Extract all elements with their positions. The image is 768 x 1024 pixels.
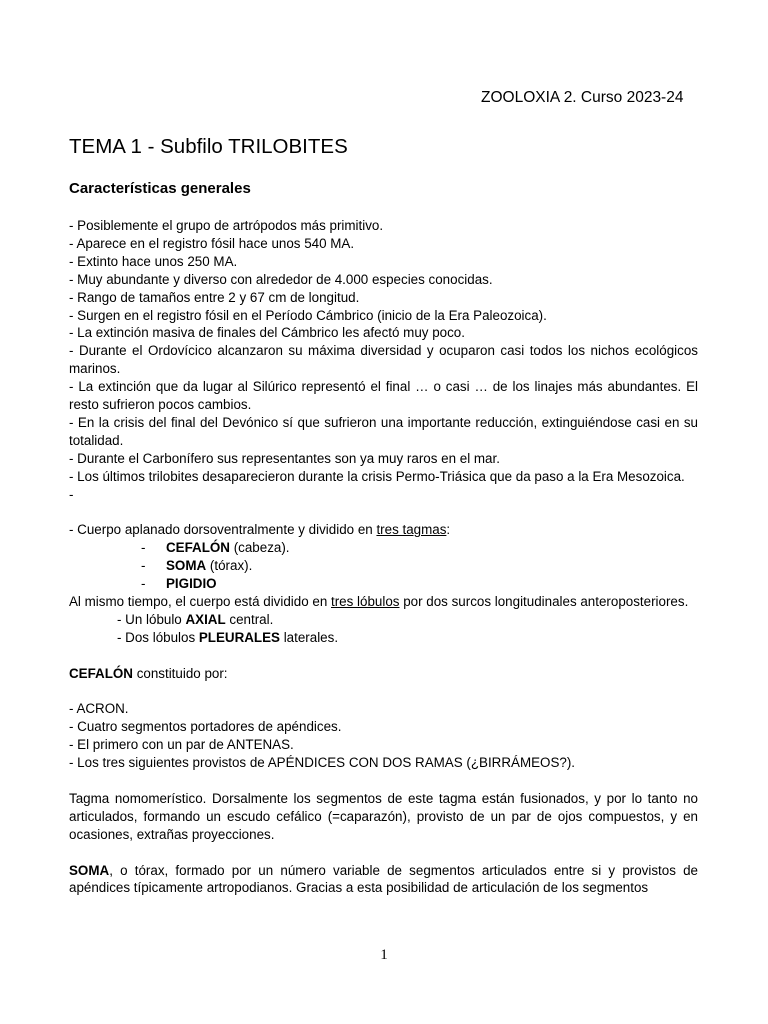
text-run: Al mismo tiempo, el cuerpo está dividido en xyxy=(69,594,331,610)
spacer xyxy=(69,504,698,522)
text-run: - Un lóbulo xyxy=(117,611,186,627)
bold-term: CEFALÓN xyxy=(69,665,133,681)
soma-paragraph xyxy=(69,862,698,898)
bold-term: PLEURALES xyxy=(198,629,280,645)
bullet-line: - Rango de tamaños entre 2 y 67 cm de longitud. xyxy=(69,289,360,305)
bullet-line: - La extinción masiva de finales del Cámbrico les afectó muy poco. xyxy=(69,325,465,341)
spacer xyxy=(69,844,698,862)
page-title: TEMA 1 - Subfilo TRILOBITES xyxy=(69,135,348,158)
bold-term: AXIAL xyxy=(185,611,226,627)
bold-term: SOMA xyxy=(166,558,207,574)
underlined-term: tres lóbulos xyxy=(331,594,400,610)
bullet-line: - xyxy=(69,486,74,502)
list-dash: - xyxy=(141,540,146,556)
list-dash: - xyxy=(141,558,146,574)
cefalon-heading xyxy=(69,665,698,683)
text-run: laterales. xyxy=(279,629,339,645)
bullet-line: - En la crisis del final del Devónico sí que sufrieron una importante reducción, extinguiéndose casi en su totalidad. xyxy=(69,414,698,448)
cefalon-item: - El primero con un par de ANTENAS. xyxy=(69,737,294,753)
bold-term: CEFALÓN xyxy=(166,540,230,556)
bullet-line: - Posiblemente el grupo de artrópodos más primitivo. xyxy=(69,218,384,233)
bullet-line: - Muy abundante y diverso con alrededor de 4.000 especies conocidas. xyxy=(69,271,493,287)
course-header: ZOOLOXIA 2. Curso 2023-24 xyxy=(481,89,684,106)
spacer xyxy=(69,647,698,665)
bullet-line: - La extinción que da lugar al Silúrico representó el final … o casi … de los linajes más abundantes. El resto sufrieron pocos cambios. xyxy=(69,379,698,413)
bullet-line: - Los últimos trilobites desaparecieron durante la crisis Permo-Triásica que da paso a la Era Mesozoica. xyxy=(69,468,685,484)
text-run: (cabeza). xyxy=(229,540,290,556)
cefalon-item: - Cuatro segmentos portadores de apéndices. xyxy=(69,719,342,735)
text-run: - Cuerpo aplanado dorsoventralmente y dividido en xyxy=(69,522,377,538)
text-run: : xyxy=(446,522,451,538)
spacer xyxy=(69,683,698,701)
body-tagmas-line xyxy=(69,521,698,539)
bold-term: PIGIDIO xyxy=(166,576,217,592)
tagma-paragraph: Tagma nomomerístico. Dorsalmente los segmentos de este tagma están fusionados, y por lo tanto no articulados, formando un escudo cefálico (=caparazón), provisto de un par de ojos compuestos, y en ocasiones, extrañas proyecciones. xyxy=(69,790,698,842)
text-run: - Dos lóbulos xyxy=(117,629,199,645)
text-run: constituido por: xyxy=(132,665,228,681)
cefalon-item: - ACRON. xyxy=(69,701,129,717)
lobulo-item xyxy=(69,611,698,629)
text-run: central. xyxy=(225,611,274,627)
text-run: , o tórax, formado por un número variable de segmentos articulados entre si y provistos de apéndices típicamente artropodianos. Gracias a esta posibilidad de articulación de los segmentos xyxy=(69,862,698,896)
spacer xyxy=(69,772,698,790)
bullet-line: - Extinto hace unos 250 MA. xyxy=(69,253,238,269)
cefalon-item: - Los tres siguientes provistos de APÉNDICES CON DOS RAMAS (¿BIRRÁMEOS?). xyxy=(69,755,576,771)
bullet-line: - Durante el Ordovícico alcanzaron su máxima diversidad y ocuparon casi todos los nichos ecológicos marinos. xyxy=(69,343,698,377)
tagma-item xyxy=(69,539,698,557)
list-dash: - xyxy=(141,576,146,592)
lobulos-paragraph xyxy=(69,593,698,611)
underlined-term: tres tagmas xyxy=(376,522,447,538)
text-run: por dos surcos longitudinales anteroposteriores. xyxy=(399,594,689,610)
bullet-line: - Aparece en el registro fósil hace unos 540 MA. xyxy=(69,235,355,251)
page-number: 1 xyxy=(380,947,388,963)
document-body xyxy=(69,217,698,897)
text-run: (tórax). xyxy=(206,558,253,574)
bullet-line: - Surgen en el registro fósil en el Período Cámbrico (inicio de la Era Paleozoica). xyxy=(69,307,547,323)
bullet-line: - Durante el Carbonífero sus representantes son ya muy raros en el mar. xyxy=(69,450,500,466)
tagma-item xyxy=(69,557,698,575)
section-heading: Características generales xyxy=(69,180,251,197)
tagma-item xyxy=(69,575,698,593)
bold-term: SOMA xyxy=(69,862,110,878)
lobulo-item xyxy=(69,629,698,647)
